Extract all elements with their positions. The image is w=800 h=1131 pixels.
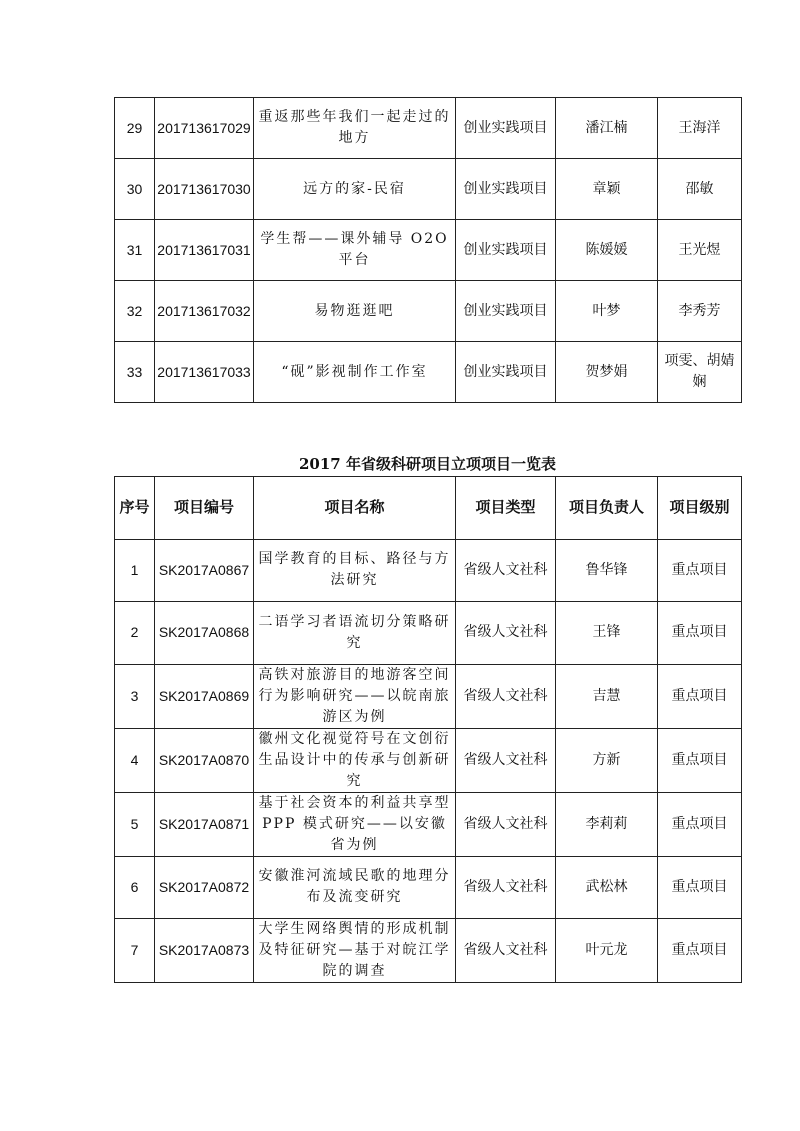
table-header-row bbox=[115, 477, 742, 540]
cell-leader: 叶梦 bbox=[556, 281, 658, 342]
cell-code: SK2017A0868 bbox=[155, 602, 254, 665]
cell-level: 重点项目 bbox=[658, 792, 742, 856]
cell-no: 6 bbox=[115, 856, 155, 919]
cell-level: 重点项目 bbox=[658, 602, 742, 665]
cell-type: 省级人文社科 bbox=[456, 664, 556, 728]
table-row bbox=[115, 539, 742, 602]
table-row bbox=[115, 728, 742, 792]
entrepreneurship-projects-table bbox=[114, 97, 742, 403]
cell-code: 201713617033 bbox=[155, 342, 254, 403]
cell-name: 易物逛逛吧 bbox=[254, 281, 456, 342]
table-row bbox=[115, 602, 742, 665]
table-row bbox=[115, 664, 742, 728]
cell-name: 国学教育的目标、路径与方法研究 bbox=[254, 539, 456, 602]
cell-no: 32 bbox=[115, 281, 155, 342]
cell-leader: 潘江楠 bbox=[556, 98, 658, 159]
cell-code: 201713617030 bbox=[155, 159, 254, 220]
cell-leader: 吉慧 bbox=[556, 664, 658, 728]
cell-advisor: 王海洋 bbox=[658, 98, 742, 159]
cell-advisor: 王光煜 bbox=[658, 220, 742, 281]
cell-type: 省级人文社科 bbox=[456, 919, 556, 983]
cell-name: “砚”影视制作工作室 bbox=[254, 342, 456, 403]
header-level: 项目级别 bbox=[658, 477, 742, 540]
cell-no: 30 bbox=[115, 159, 155, 220]
cell-name: 远方的家-民宿 bbox=[254, 159, 456, 220]
cell-advisor: 项雯、胡婧娴 bbox=[658, 342, 742, 403]
header-no: 序号 bbox=[115, 477, 155, 540]
cell-type: 创业实践项目 bbox=[456, 220, 556, 281]
cell-no: 2 bbox=[115, 602, 155, 665]
cell-name: 基于社会资本的利益共享型 PPP 模式研究——以安徽省为例 bbox=[254, 792, 456, 856]
table-row bbox=[115, 792, 742, 856]
cell-type: 创业实践项目 bbox=[456, 342, 556, 403]
cell-no: 3 bbox=[115, 664, 155, 728]
table-title: 2017 年省级科研项目立项项目一览表 bbox=[299, 455, 556, 473]
cell-no: 5 bbox=[115, 792, 155, 856]
table-row bbox=[115, 342, 742, 403]
cell-leader: 鲁华锋 bbox=[556, 539, 658, 602]
cell-name: 徽州文化视觉符号在文创衍生品设计中的传承与创新研究 bbox=[254, 728, 456, 792]
cell-code: 201713617031 bbox=[155, 220, 254, 281]
cell-leader: 陈媛媛 bbox=[556, 220, 658, 281]
cell-level: 重点项目 bbox=[658, 856, 742, 919]
cell-code: SK2017A0869 bbox=[155, 664, 254, 728]
table-row bbox=[115, 919, 742, 983]
cell-type: 省级人文社科 bbox=[456, 792, 556, 856]
cell-type: 省级人文社科 bbox=[456, 602, 556, 665]
cell-name: 安徽淮河流域民歌的地理分布及流变研究 bbox=[254, 856, 456, 919]
cell-level: 重点项目 bbox=[658, 539, 742, 602]
header-leader: 项目负责人 bbox=[556, 477, 658, 540]
cell-no: 33 bbox=[115, 342, 155, 403]
table-row bbox=[115, 159, 742, 220]
cell-level: 重点项目 bbox=[658, 664, 742, 728]
cell-no: 31 bbox=[115, 220, 155, 281]
cell-code: SK2017A0871 bbox=[155, 792, 254, 856]
cell-code: 201713617032 bbox=[155, 281, 254, 342]
cell-code: 201713617029 bbox=[155, 98, 254, 159]
cell-leader: 王锋 bbox=[556, 602, 658, 665]
header-code: 项目编号 bbox=[155, 477, 254, 540]
cell-name: 高铁对旅游目的地游客空间行为影响研究——以皖南旅游区为例 bbox=[254, 664, 456, 728]
cell-advisor: 李秀芳 bbox=[658, 281, 742, 342]
header-name: 项目名称 bbox=[254, 477, 456, 540]
cell-no: 29 bbox=[115, 98, 155, 159]
cell-code: SK2017A0872 bbox=[155, 856, 254, 919]
cell-type: 省级人文社科 bbox=[456, 856, 556, 919]
provincial-research-projects-table bbox=[114, 476, 742, 983]
table-row bbox=[115, 220, 742, 281]
cell-type: 创业实践项目 bbox=[456, 98, 556, 159]
table-row bbox=[115, 98, 742, 159]
cell-leader: 叶元龙 bbox=[556, 919, 658, 983]
cell-type: 省级人文社科 bbox=[456, 728, 556, 792]
cell-name: 重返那些年我们一起走过的地方 bbox=[254, 98, 456, 159]
cell-leader: 贺梦娟 bbox=[556, 342, 658, 403]
cell-type: 创业实践项目 bbox=[456, 159, 556, 220]
cell-level: 重点项目 bbox=[658, 728, 742, 792]
cell-advisor: 邵敏 bbox=[658, 159, 742, 220]
header-type: 项目类型 bbox=[456, 477, 556, 540]
cell-no: 7 bbox=[115, 919, 155, 983]
cell-leader: 方新 bbox=[556, 728, 658, 792]
cell-leader: 武松林 bbox=[556, 856, 658, 919]
cell-leader: 章颖 bbox=[556, 159, 658, 220]
cell-code: SK2017A0867 bbox=[155, 539, 254, 602]
table-row bbox=[115, 281, 742, 342]
cell-type: 创业实践项目 bbox=[456, 281, 556, 342]
cell-type: 省级人文社科 bbox=[456, 539, 556, 602]
cell-level: 重点项目 bbox=[658, 919, 742, 983]
cell-name: 学生帮——课外辅导 O2O 平台 bbox=[254, 220, 456, 281]
cell-code: SK2017A0873 bbox=[155, 919, 254, 983]
cell-name: 二语学习者语流切分策略研究 bbox=[254, 602, 456, 665]
cell-no: 1 bbox=[115, 539, 155, 602]
cell-name: 大学生网络舆情的形成机制及特征研究—基于对皖江学院的调查 bbox=[254, 919, 456, 983]
cell-no: 4 bbox=[115, 728, 155, 792]
cell-leader: 李莉莉 bbox=[556, 792, 658, 856]
table-row bbox=[115, 856, 742, 919]
cell-code: SK2017A0870 bbox=[155, 728, 254, 792]
